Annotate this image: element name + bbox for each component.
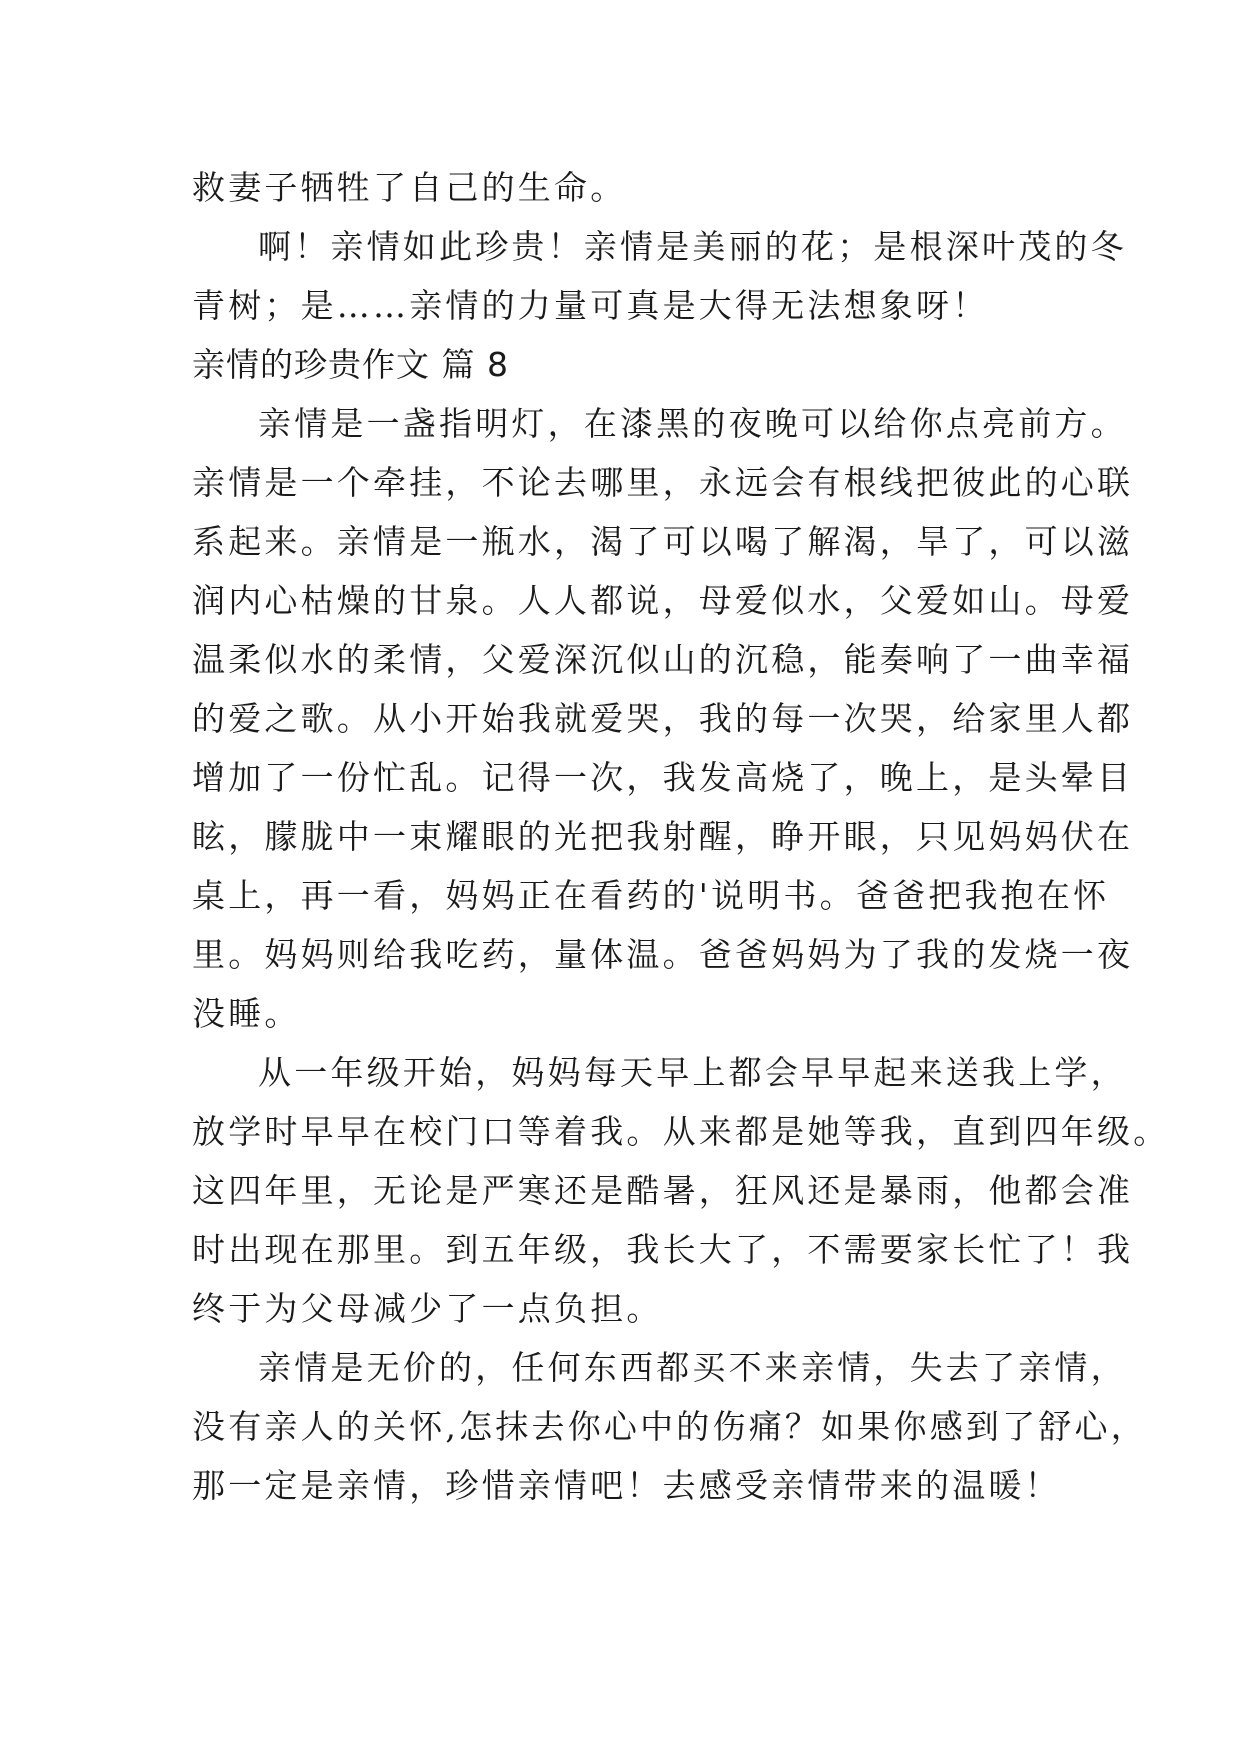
text-line: 增加了一份忙乱。记得一次，我发高烧了，晚上，是头晕目 bbox=[192, 758, 1134, 797]
text-line: 润内心枯燥的甘泉。人人都说，母爱似水，父爱如山。母爱 bbox=[192, 581, 1134, 620]
text-line: 青树；是……亲情的力量可真是大得无法想象呀！ bbox=[192, 286, 989, 325]
text-line: 里。妈妈则给我吃药，量体温。爸爸妈妈为了我的发烧一夜 bbox=[192, 935, 1134, 974]
document-body bbox=[192, 158, 1170, 1515]
paragraph-start-line: 亲情是一盏指明灯，在漆黑的夜晚可以给你点亮前方。 bbox=[258, 404, 1127, 443]
text-line: 没有亲人的关怀,怎抹去你心中的伤痛？如果你感到了舒心， bbox=[192, 1407, 1147, 1446]
paragraph-start-line: 啊！亲情如此珍贵！亲情是美丽的花；是根深叶茂的冬 bbox=[258, 227, 1127, 266]
text-line: 救妻子牺牲了自己的生命。 bbox=[192, 168, 627, 207]
text-line: 的爱之歌。从小开始我就爱哭，我的每一次哭，给家里人都 bbox=[192, 699, 1134, 738]
paragraph-start-line: 从一年级开始，妈妈每天早上都会早早起来送我上学， bbox=[258, 1053, 1127, 1092]
text-line: 眩，朦胧中一束耀眼的光把我射醒，睁开眼，只见妈妈伏在 bbox=[192, 817, 1134, 856]
text-line: 桌上，再一看，妈妈正在看药的'说明书。爸爸把我抱在怀 bbox=[192, 876, 1110, 915]
text-line: 亲情是一个牵挂，不论去哪里，永远会有根线把彼此的心联 bbox=[192, 463, 1134, 502]
text-line: 终于为父母减少了一点负担。 bbox=[192, 1289, 663, 1328]
text-line: 温柔似水的柔情，父爱深沉似山的沉稳，能奏响了一曲幸福 bbox=[192, 640, 1134, 679]
text-line: 这四年里，无论是严寒还是酷暑，狂风还是暴雨，他都会准 bbox=[192, 1171, 1134, 1210]
text-line: 那一定是亲情，珍惜亲情吧！去感受亲情带来的温暖！ bbox=[192, 1466, 1061, 1505]
section-heading: 亲情的珍贵作文 篇 8 bbox=[192, 345, 509, 384]
text-line: 放学时早早在校门口等着我。从来都是她等我，直到四年级。 bbox=[192, 1112, 1170, 1151]
text-line: 系起来。亲情是一瓶水，渴了可以喝了解渴，旱了，可以滋 bbox=[192, 522, 1134, 561]
paragraph-start-line: 亲情是无价的，任何东西都买不来亲情，失去了亲情， bbox=[258, 1348, 1127, 1387]
text-line: 没睡。 bbox=[192, 994, 301, 1033]
text-line: 时出现在那里。到五年级，我长大了，不需要家长忙了！我 bbox=[192, 1230, 1134, 1269]
